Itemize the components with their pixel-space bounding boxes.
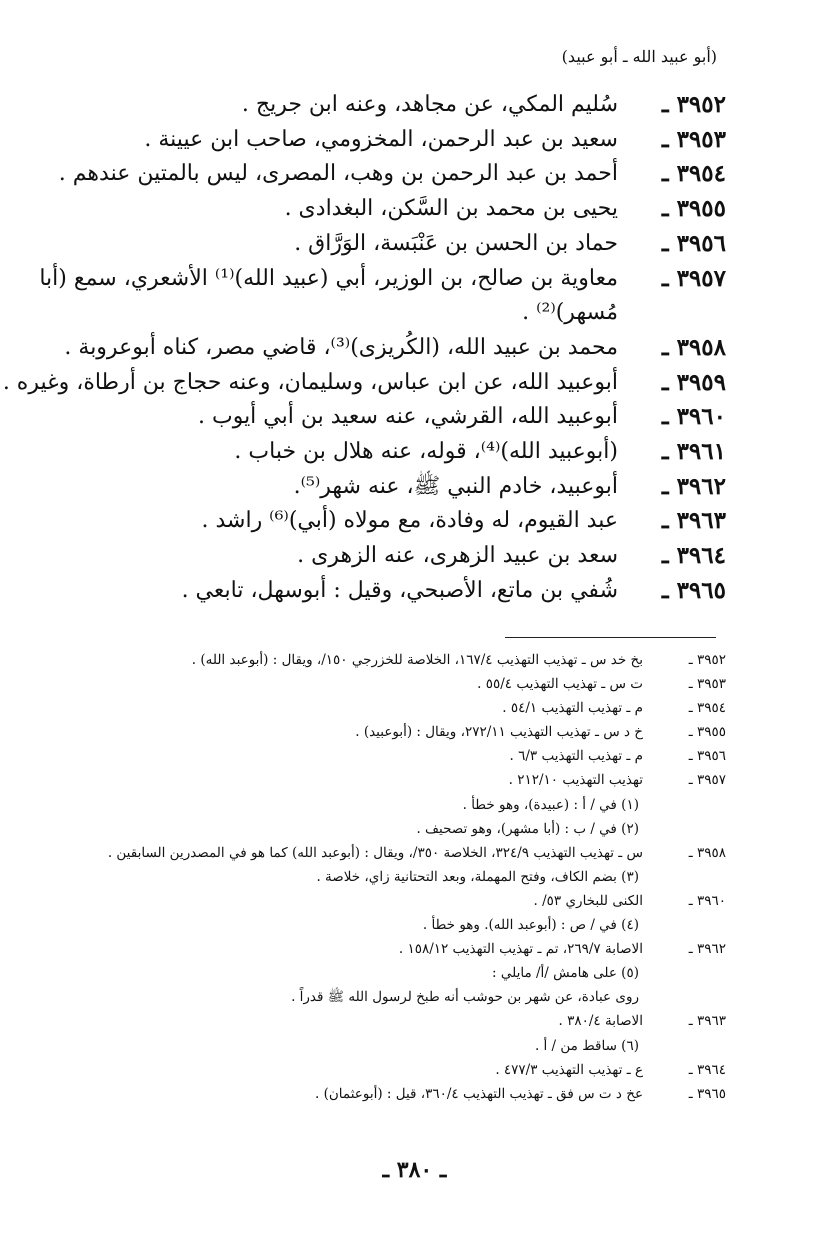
- note-number: ٣٩٦٤ ـ: [688, 1061, 726, 1078]
- note-text: روى عبادة، عن شهر بن حوشب أنه طبخ لرسول الله ﷺ قدراً .: [291, 989, 639, 1006]
- note-text: ت س ـ تهذيب التهذيب ٥٥/٤ .: [477, 676, 643, 693]
- entry-3961: [26, 435, 726, 470]
- note-text: خ د س ـ تهذيب التهذيب ٢٧٢/١١، ويقال : (أبوعبيد) .: [355, 724, 643, 741]
- note-3956: [6, 744, 726, 768]
- entry-text: حماد بن الحسن بن عَنْبَسة، الوَرَّاق .: [294, 230, 618, 256]
- note-3960: [6, 889, 726, 913]
- entry-text: شُفي بن ماتع، الأصبحي، وقيل : أبوسهل، تابعي .: [181, 577, 618, 603]
- entry-3957: [26, 262, 726, 331]
- note-text: (٤) في / ص : (أبوعبد الله). وهو خطأ .: [422, 917, 639, 934]
- entry-text: أبوعبيد، خادم النبي ﷺ، عنه شهر⁽⁵⁾.: [293, 473, 618, 499]
- note-3957: [6, 768, 726, 792]
- note-text: عخ د ت س فق ـ تهذيب التهذيب ٣٦٠/٤، قيل : (أبوعثمان) .: [315, 1085, 643, 1102]
- note-number: ٣٩٥٧ ـ: [688, 772, 726, 789]
- note-text: م ـ تهذيب التهذيب ٦/٣ .: [509, 748, 643, 765]
- entry-text: أحمد بن عبد الرحمن بن وهب، المصرى، ليس بالمتين عندهم .: [58, 161, 618, 187]
- entry-text: سعد بن عبيد الزهرى، عنه الزهرى .: [297, 543, 618, 569]
- note-text: الكنى للبخاري ٥٣/ .: [533, 892, 643, 909]
- footnote-1: [6, 793, 726, 817]
- entry-text: أبوعبيد الله، عن ابن عباس، وسليمان، وعنه حجاج بن أرطاة، وغيره .: [2, 369, 618, 395]
- note-number: ٣٩٦٣ ـ: [688, 1013, 726, 1030]
- footnote-4: [6, 913, 726, 937]
- note-text: م ـ تهذيب التهذيب ٥٤/١ .: [502, 700, 643, 717]
- page-number: ـ ٣٨٠ ـ: [382, 1157, 447, 1183]
- footnote-2: [6, 817, 726, 841]
- notes-list: [6, 648, 726, 1106]
- entry-text: سُليم المكي، عن مجاهد، وعنه ابن جريج .: [241, 92, 618, 117]
- note-text: الاصابة ٣٨٠/٤ .: [558, 1013, 643, 1030]
- entry-text: أبوعبيد الله، القرشي، عنه سعيد بن أبي أيوب .: [198, 404, 618, 430]
- entry-text: معاوية بن صالح، بن الوزير، أبي (عبيد الله)⁽¹⁾ الأشعري، سمع (أبا مُسهر)⁽²⁾ .: [39, 265, 618, 326]
- entry-text: سعيد بن عبد الرحمن، المخزومي، صاحب ابن عيينة .: [144, 126, 618, 152]
- note-text: بخ خد س ـ تهذيب التهذيب ١٦٧/٤، الخلاصة للخزرجي ١٥٠/، ويقال : (أبوعبد الله) .: [191, 652, 643, 668]
- entry-3958: [26, 331, 726, 366]
- note-number: ٣٩٥٣ ـ: [688, 676, 726, 693]
- entry-text: محمد بن عبيد الله، (الكُريزى)⁽³⁾، قاضي مصر، كناه أبوعروبة .: [64, 334, 618, 360]
- entry-3962: [26, 470, 726, 505]
- note-text: الاصابة ٢٦٩/٧، تم ـ تهذيب التهذيب ١٥٨/١٢ .: [398, 941, 643, 958]
- entry-number: ٣٩٥٤ ـ: [661, 160, 726, 188]
- entry-number: ٣٩٦٣ ـ: [661, 507, 726, 535]
- note-number: ٣٩٥٦ ـ: [688, 748, 726, 765]
- entry-number: ٣٩٥٧ ـ: [661, 264, 726, 292]
- footnote-6: [6, 1034, 726, 1058]
- note-3965: [6, 1082, 726, 1106]
- entry-3952: [26, 88, 726, 123]
- entry-number: ٣٩٥٢ ـ: [661, 91, 726, 118]
- entry-number: ٣٩٥٦ ـ: [661, 229, 726, 257]
- note-number: ٣٩٥٢ ـ: [688, 652, 726, 668]
- running-head: (أبو عبيد الله ـ أبو عبيد): [561, 47, 717, 66]
- entries-list: [2, 88, 726, 609]
- note-3952: [6, 648, 726, 672]
- note-3953: [6, 672, 726, 696]
- entry-text: عبد القيوم، له وفادة، مع مولاه (أبي)⁽⁶⁾ راشد .: [201, 508, 618, 534]
- entry-number: ٣٩٥٥ ـ: [661, 195, 726, 223]
- note-3964: [6, 1058, 726, 1082]
- note-number: ٣٩٥٨ ـ: [688, 844, 726, 861]
- entry-3965: [26, 574, 726, 609]
- footnote-divider: [505, 637, 716, 638]
- entry-number: ٣٩٦٤ ـ: [661, 542, 726, 570]
- entry-number: ٣٩٦١ ـ: [661, 438, 726, 466]
- note-text: (٣) بضم الكاف، وفتح المهملة، وبعد التحتانية زاي، خلاصة .: [316, 868, 639, 885]
- note-3954: [6, 696, 726, 720]
- entry-3959: [2, 366, 726, 401]
- entry-number: ٣٩٥٣ ـ: [661, 125, 726, 153]
- note-text: (٢) في / ب : (أبا مشهر)، وهو تصحيف .: [416, 820, 639, 837]
- entry-3955: [26, 192, 726, 227]
- entry-number: ٣٩٦٢ ـ: [661, 472, 726, 500]
- entry-number: ٣٩٦٥ ـ: [661, 576, 726, 604]
- entry-number: ٣٩٦٠ ـ: [661, 403, 726, 431]
- note-text: تهذيب التهذيب ٢١٢/١٠ .: [508, 772, 643, 789]
- note-number: ٣٩٥٥ ـ: [688, 724, 726, 741]
- entry-3956: [26, 227, 726, 262]
- note-text: س ـ تهذيب التهذيب ٣٢٤/٩، الخلاصة ٣٥٠/، ويقال : (أبوعبد الله) كما هو في المصدرين السابقين .: [107, 844, 643, 861]
- note-text: (٦) ساقط من / أ .: [534, 1037, 639, 1054]
- note-3955: [6, 720, 726, 744]
- entry-number: ٣٩٥٨ ـ: [661, 333, 726, 361]
- note-number: ٣٩٦٥ ـ: [688, 1085, 726, 1102]
- note-number: ٣٩٦٢ ـ: [688, 941, 726, 958]
- footnote-3: [6, 865, 726, 889]
- entry-text: يحيى بن محمد بن السَّكن، البغدادى .: [284, 196, 618, 222]
- note-3963: [6, 1009, 726, 1033]
- entry-text: (أبوعبيد الله)⁽⁴⁾، قوله، عنه هلال بن خباب .: [234, 439, 618, 465]
- note-3962: [6, 937, 726, 961]
- entry-3964: [26, 539, 726, 574]
- entry-3953: [26, 123, 726, 158]
- note-3958: [6, 841, 726, 865]
- note-number: ٣٩٥٤ ـ: [688, 700, 726, 717]
- entry-3960: [26, 400, 726, 435]
- footnote-5: [6, 961, 726, 985]
- note-text: ع ـ تهذيب التهذيب ٤٧٧/٣ .: [495, 1061, 643, 1078]
- footnote-5-continuation: [6, 985, 726, 1009]
- entry-3954: [26, 157, 726, 192]
- entry-number: ٣٩٥٩ ـ: [661, 368, 726, 396]
- note-text: (١) في / أ : (عبيدة)، وهو خطأ .: [462, 796, 639, 813]
- note-number: ٣٩٦٠ ـ: [688, 892, 726, 909]
- note-text: (٥) على هامش /أ/ مايلي :: [492, 965, 639, 982]
- entry-3963: [26, 504, 726, 539]
